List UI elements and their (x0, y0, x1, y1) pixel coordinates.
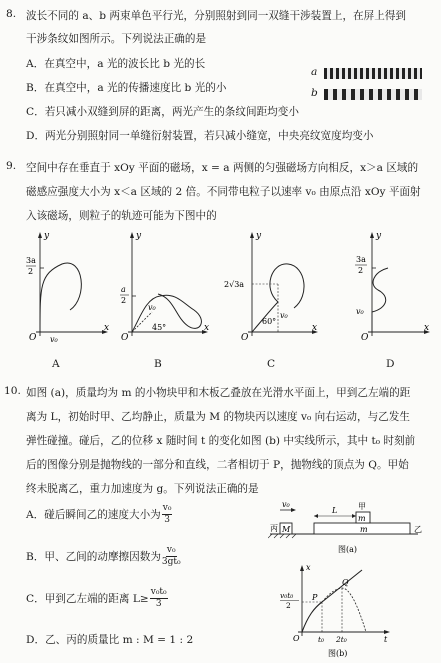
fig-a-v0: v₀ (282, 500, 290, 509)
graph-c-angle: 60° (262, 317, 277, 326)
fig-b-origin: O (293, 634, 300, 643)
q10-option-b-fraction (162, 546, 181, 567)
fig-b-2t0: 2t₀ (336, 635, 347, 644)
q10-line-4: 后的图像分别是抛物线的一部分和直线，二者相切于 P，抛物线的顶点为 Q。甲始 (26, 459, 409, 471)
graph-d-x-label: x (424, 323, 430, 333)
graph-c-velocity: v₀ (280, 311, 288, 320)
fig-b-Q: Q (342, 578, 349, 587)
graph-c-origin: O (241, 333, 249, 343)
q8-option-b: B．在真空中，a 光的传播速度比 b 光的小 (26, 82, 227, 94)
fig-b-tick-num: v₀t₀ (280, 591, 294, 600)
q10-figure-b (268, 562, 396, 662)
graph-d-velocity: v₀ (356, 307, 364, 316)
q10-option-c-text: C．甲到乙左端的距离 L≥ (26, 593, 149, 605)
q9-line-3: 入该磁场，则粒子的轨迹可能为下图中的 (26, 210, 217, 222)
graph-a-y-label: y (44, 231, 50, 241)
q9-line-2: 磁感应强度大小为 x＜a 区域的 2 倍。不同带电粒子以速率 v₀ 由原点沿 xOy 平面射 (26, 186, 421, 198)
q9-graph-a-letter: A (52, 358, 60, 370)
q10-option-b-text: B．甲、乙间的动摩擦因数为 (26, 551, 161, 563)
q8-line-1: 波长不同的 a、b 两束单色平行光，分别照射到同一双缝干涉装置上，在屏上得到 (26, 10, 407, 22)
q9-graph-d (338, 226, 434, 344)
graph-b-tick-2: 2 (121, 296, 127, 305)
q10-figure-a (268, 500, 436, 558)
fig-a-L: L (332, 506, 338, 515)
q10-line-1: 如图 (a)，质量均为 m 的小物块甲和木板乙叠放在光滑水平面上，甲到乙左端的距 (26, 387, 411, 399)
q8-option-d: D．两光分别照射同一单缝衍射装置，若只减小缝宽，中央亮纹宽度均变小 (26, 130, 374, 142)
graph-c-ytick: 2√3a (224, 280, 245, 289)
q10-option-c (26, 588, 169, 609)
q10-option-d: D．乙、丙的质量比 m : M = 1 : 2 (26, 634, 194, 646)
graph-c-x-label: x (312, 323, 318, 333)
fig-b-tick-den: 2 (286, 601, 291, 610)
q10-line-2: 离为 L，初始时甲、乙均静止，质量为 M 的物块丙以速度 v₀ 向右运动，与乙发生 (26, 411, 410, 423)
q10-number: 10. (4, 385, 21, 397)
graph-a-ytick-num: 3a (26, 256, 36, 265)
fig-a-m-board: m (360, 525, 368, 534)
q8-number: 8. (6, 8, 17, 20)
fringe-label-b: b (311, 87, 318, 99)
fig-a-caption: 图(a) (338, 545, 358, 554)
q10-option-c-den: 3 (155, 599, 162, 609)
graph-d-ytick-num: 3a (356, 255, 366, 264)
q10-option-c-fraction (150, 588, 168, 609)
q8-option-a: A．在真空中，a 光的波长比 b 光的长 (26, 58, 206, 70)
fig-b-t-label: t (384, 635, 388, 644)
graph-b-angle: 45° (152, 323, 167, 332)
q9-number: 9. (6, 160, 17, 172)
q10-option-b (26, 546, 182, 567)
fig-a-M: M (282, 525, 291, 534)
graph-d-ytick-den: 2 (358, 266, 364, 275)
fig-b-caption: 图(b) (328, 649, 348, 658)
graph-b-tick-a: a (121, 285, 126, 294)
graph-b-origin: O (121, 333, 129, 343)
q10-option-b-num: v₀ (166, 545, 176, 555)
fringe-label-a: a (311, 66, 318, 78)
q10-line-3: 弹性碰撞。碰后，乙的位移 x 随时间 t 的变化如图 (b) 中实线所示，其中 t₀ 时刻前 (26, 435, 416, 447)
graph-b-x-label: x (204, 323, 210, 333)
q9-graph-d-letter: D (386, 358, 395, 370)
q10-option-a-num: v₀ (162, 503, 172, 513)
graph-d-origin: O (361, 333, 369, 343)
fig-b-x-label: x (306, 563, 311, 572)
q10-option-a-text: A．碰后瞬间乙的速度大小为 (26, 509, 161, 521)
q9-graph-a (22, 226, 114, 344)
graph-a-ytick-den: 2 (28, 267, 34, 276)
fig-a-m-small: m (358, 514, 366, 523)
graph-b-y-label: y (136, 231, 142, 241)
fringe-pattern-a (324, 68, 422, 79)
fringe-pattern-b (324, 89, 422, 100)
q8-option-c: C．若只减小双缝到屏的距离，两光产生的条纹间距均变小 (26, 106, 299, 118)
q9-line-1: 空间中存在垂直于 xOy 平面的磁场，x = a 两侧的匀强磁场方向相反，x＞a 区域的 (26, 162, 419, 174)
q9-graph-c-letter: C (267, 358, 276, 370)
fig-a-yi: 乙 (414, 525, 422, 534)
q9-graph-b (118, 226, 214, 344)
q10-option-c-num: v₀t₀ (150, 587, 167, 597)
q9-graph-b-letter: B (154, 358, 162, 370)
q10-option-b-den: 3gt₀ (161, 557, 181, 567)
fig-b-t0: t₀ (318, 635, 325, 644)
graph-a-origin: O (29, 333, 37, 343)
q9-graph-c (222, 226, 322, 344)
q10-option-a-den: 3 (164, 515, 170, 525)
fig-a-jia: 甲 (358, 502, 366, 511)
q10-option-a-fraction (162, 504, 173, 525)
q10-option-a (26, 504, 173, 525)
graph-a-x-label: x (104, 323, 110, 333)
graph-c-y-label: y (256, 231, 262, 241)
q8-line-2: 干涉条纹如图所示。下列说法正确的是 (26, 33, 207, 45)
fig-a-bing: 丙 (270, 524, 278, 533)
graph-d-y-label: y (376, 231, 382, 241)
graph-a-velocity: v₀ (50, 335, 58, 344)
fig-b-P: P (312, 593, 318, 602)
graph-b-velocity: v₀ (148, 303, 156, 312)
q10-line-5: 终未脱离乙，重力加速度为 g。下列说法正确的是 (26, 483, 259, 495)
